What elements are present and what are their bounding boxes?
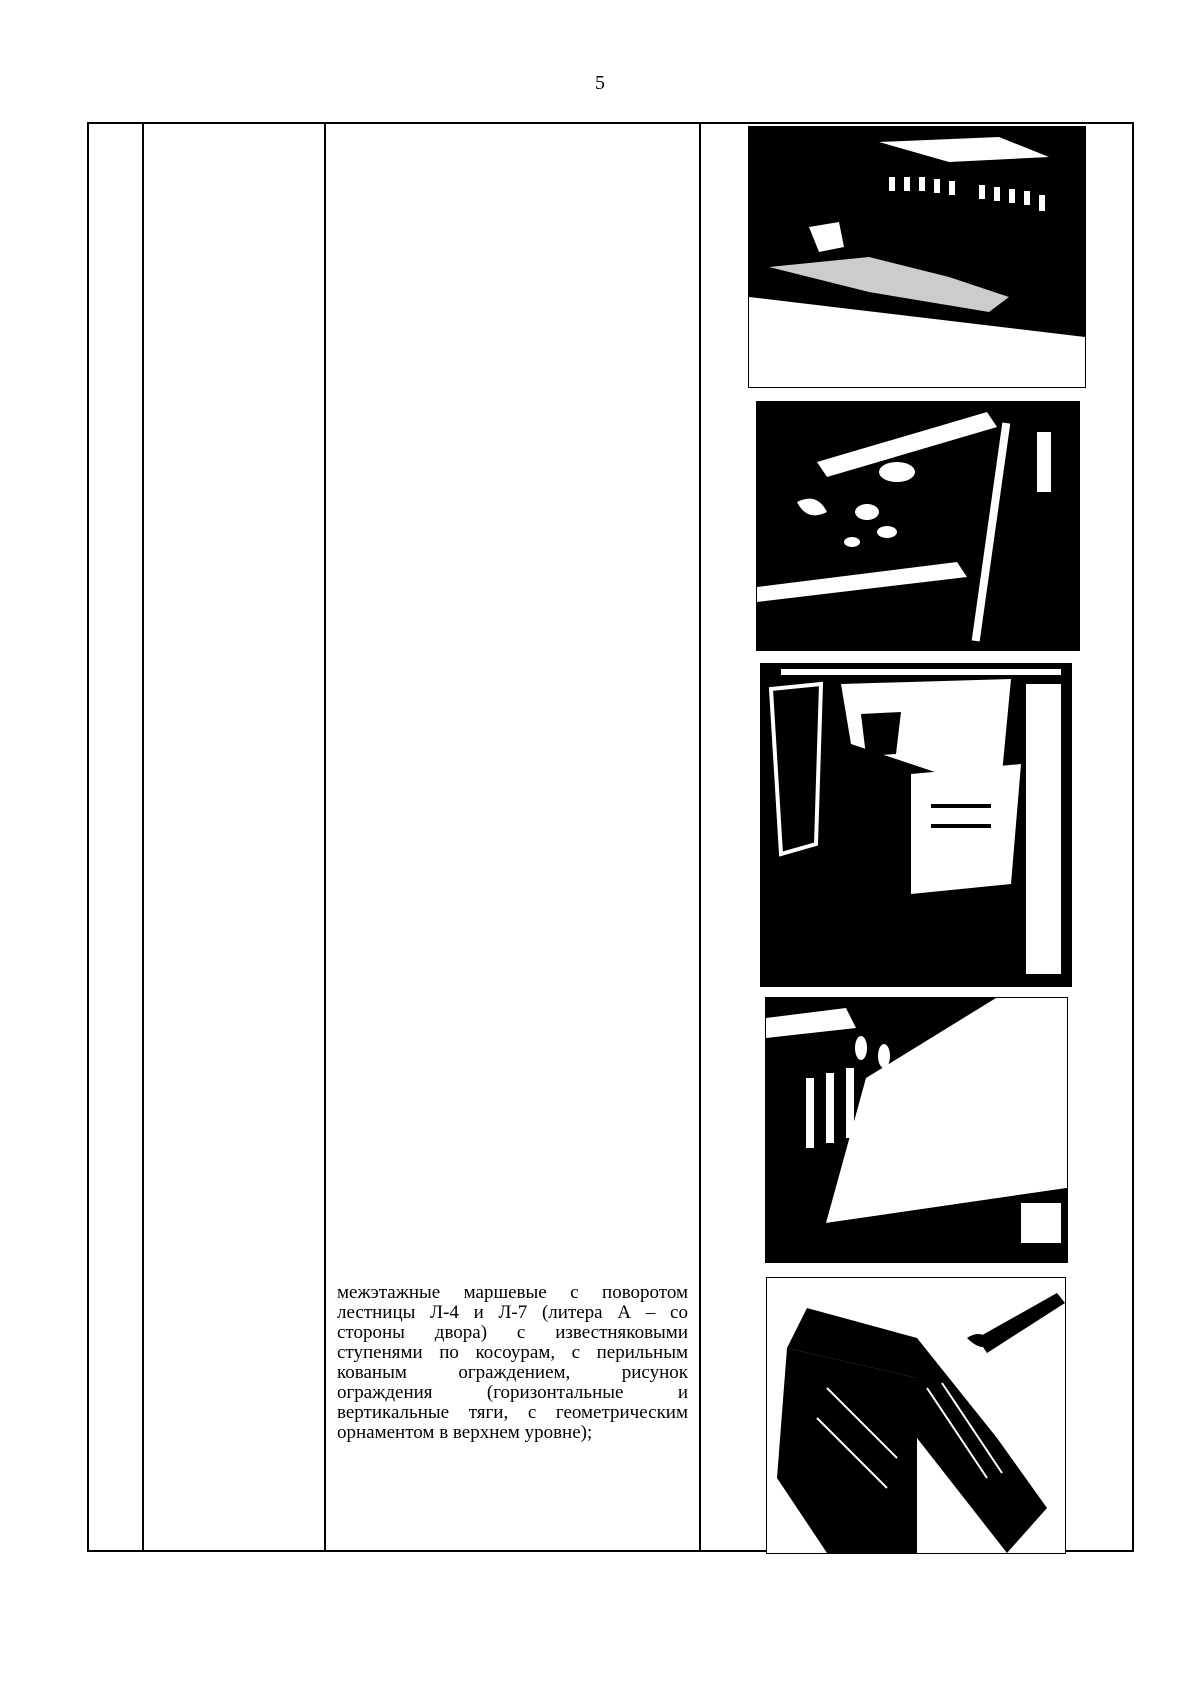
staircase-photo-5 <box>766 1277 1066 1554</box>
staircase-photo-4 <box>765 997 1068 1263</box>
column-divider-3 <box>699 124 701 1550</box>
page-number: 5 <box>595 72 605 94</box>
staircase-photo-3 <box>760 663 1072 987</box>
column-divider-1 <box>142 124 144 1550</box>
staircase-photo-2 <box>756 401 1080 651</box>
staircase-photo-1 <box>748 126 1086 388</box>
column-divider-2 <box>324 124 326 1550</box>
description-cell-text: межэтажные маршевые с поворотом лестницы Л-4 и Л-7 (литера А – со стороны двора) с известняковыми ступенями по косоурам, с перильным кованым ограждением, рисунок ограждения (горизонтальные и вертикальные тяги, с геометрическим орнаментом в верхнем уровне); <box>337 1282 688 1443</box>
